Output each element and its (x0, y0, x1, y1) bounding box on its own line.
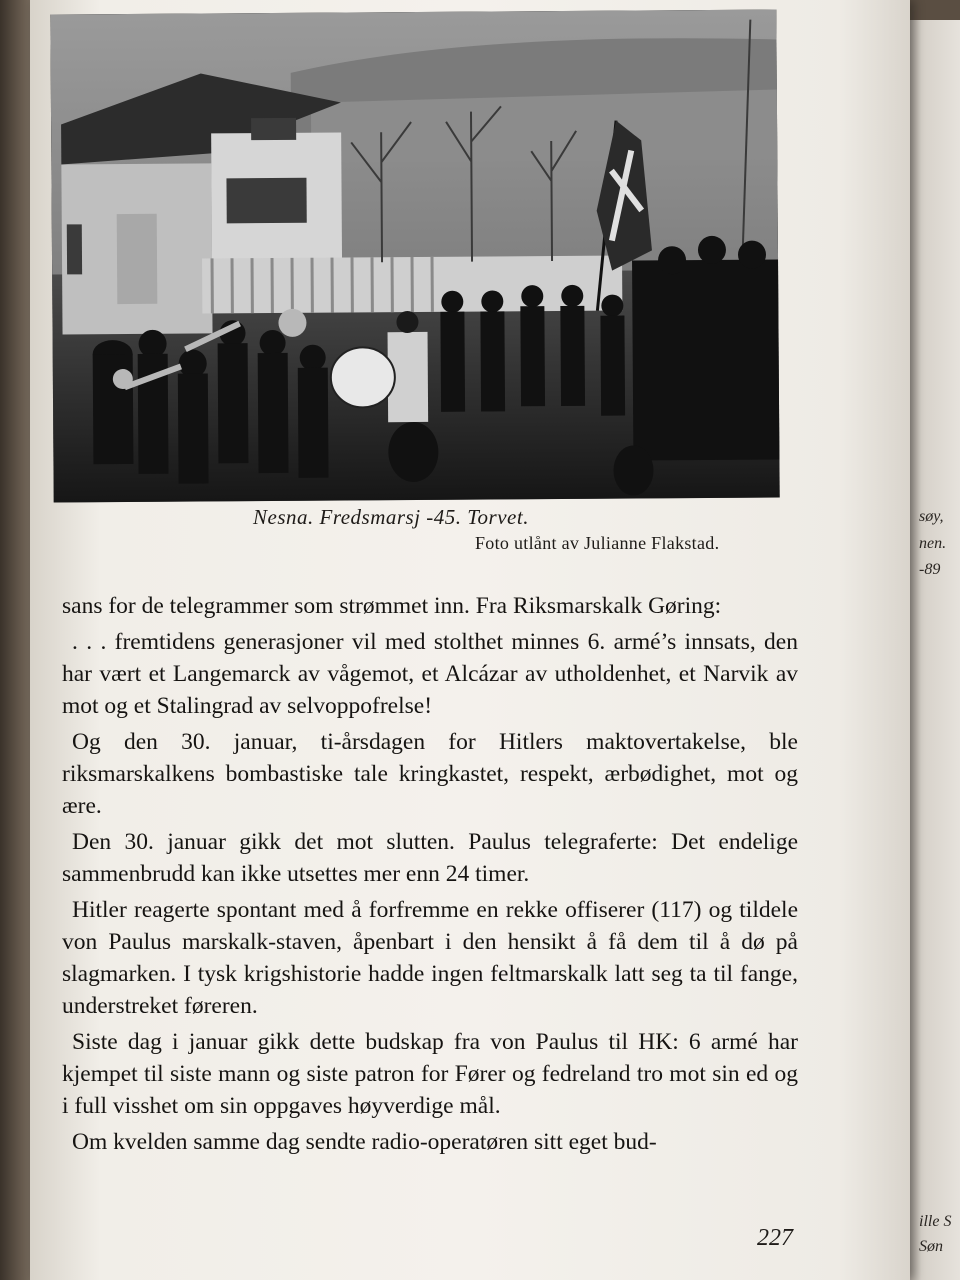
photo-credit: Foto utlånt av Julianne Flakstad. (475, 533, 720, 553)
quote-paragraph: . . . fremtidens generasjoner vil med stolthet minnes 6. armé’s innsats, den har vært et Langemarck av vågemot, et Alcázar av utholdenhet, et Narvik av mot og et Stalingrad av selvoppofrelse! (62, 629, 798, 719)
paragraph: Og den 30. januar, ti-årsdagen for Hitlers maktovertakelse, ble riksmarskalkens bombastiske tale kringkastet, respekt, ærbødighet, mot og ære. (62, 729, 798, 819)
paragraph: Siste dag i januar gikk dette budskap fra von Paulus til HK: 6 armé har kjempet til siste mann og siste patron for Fører og fedreland tro mot sin ed og i full visshet om sin oppgaves høyverdige mål. (62, 1029, 798, 1119)
paragraph: Den 30. januar gikk det mot slutten. Paulus telegraferte: Det endelige sammenbrudd kan ikke utsettes mer enn 24 timer. (62, 829, 798, 887)
next-page-fragment: nen. (919, 535, 947, 552)
next-page-fragment: søy, (919, 508, 944, 525)
next-page-fragment: -89 (919, 561, 941, 578)
page-number: 227 (757, 1225, 793, 1251)
body-text (62, 590, 798, 1162)
next-page-fragment: Søn (919, 1238, 943, 1255)
photo-caption: Nesna. Fredsmarsj -45. Torvet. (253, 505, 529, 529)
paragraph: Hitler reagerte spontant med å forfremme en rekke offiserer (117) og tildele von Paulus marskalk-staven, åpenbart i den hensikt å få dem til å dø på slagmarken. I tysk krigshistorie hadde ingen feltmarskalk latt seg ta til fange, understreket føreren. (62, 897, 798, 1019)
paragraph: sans for de telegrammer som strømmet inn. Fra Riksmarskalk Gøring: (62, 593, 722, 619)
next-page-fragment: ille S (919, 1213, 952, 1230)
paragraph: Om kvelden samme dag sendte radio-operatøren sitt eget bud- (72, 1129, 657, 1155)
next-page-edge (905, 20, 960, 1280)
photo-marching-band (50, 9, 779, 502)
